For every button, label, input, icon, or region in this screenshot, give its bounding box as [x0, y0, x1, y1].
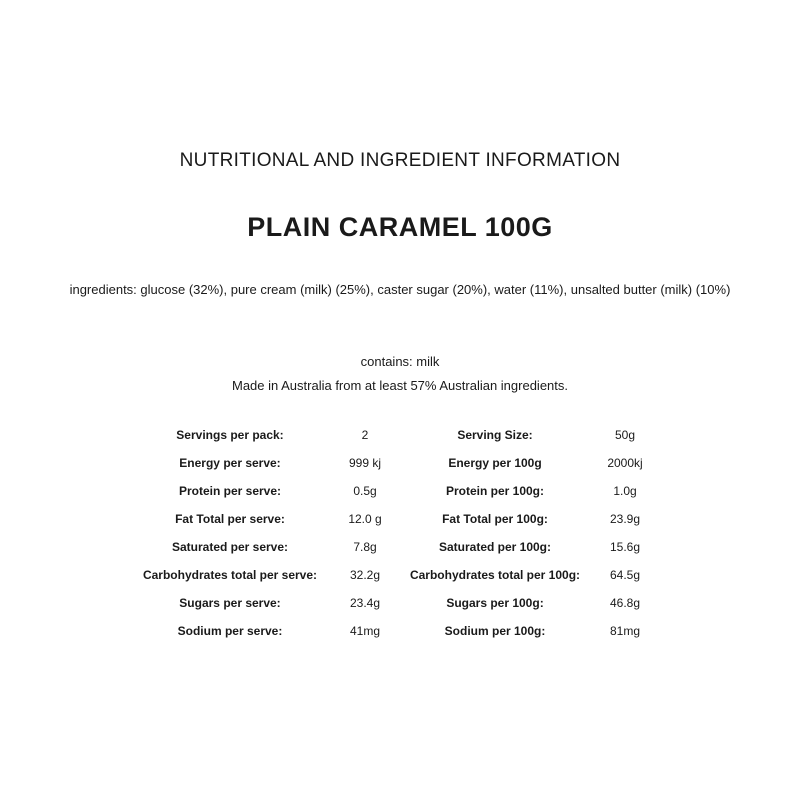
per100-value: 23.9g — [609, 512, 641, 526]
serve-label: Carbohydrates total per serve: — [142, 568, 318, 582]
per100-value: 2000kj — [607, 456, 643, 470]
per100-label: Fat Total per 100g: — [442, 512, 548, 526]
nutrition-table — [0, 421, 800, 645]
per100-value: 81mg — [609, 624, 641, 638]
per100-label: Carbohydrates total per 100g: — [409, 568, 581, 582]
serve-value: 32.2g — [349, 568, 381, 582]
per100-label: Protein per 100g: — [445, 484, 545, 498]
serve-label: Fat Total per serve: — [175, 512, 285, 526]
nutrition-row — [0, 505, 800, 533]
serve-label: Servings per pack: — [176, 428, 284, 442]
product-title: PLAIN CARAMEL 100G — [247, 212, 553, 242]
section-title: NUTRITIONAL AND INGREDIENT INFORMATION — [179, 150, 621, 171]
contains-text: contains: milk — [360, 354, 440, 369]
serve-label: Sugars per serve: — [179, 596, 281, 610]
per100-value: 15.6g — [609, 540, 641, 554]
serve-value: 999 kj — [348, 456, 382, 470]
ingredients-text: ingredients: glucose (32%), pure cream (milk) (25%), caster sugar (20%), water (11%), unsalted butter (milk) (10%) — [69, 282, 731, 297]
origin-text: Made in Australia from at least 57% Australian ingredients. — [231, 378, 568, 393]
nutrition-row — [0, 533, 800, 561]
per100-label: Serving Size: — [457, 428, 533, 442]
nutrition-row — [0, 421, 800, 449]
serve-value: 12.0 g — [348, 512, 382, 526]
per100-label: Sodium per 100g: — [444, 624, 546, 638]
serve-value: 2 — [361, 428, 369, 442]
nutrition-row — [0, 617, 800, 645]
nutrition-row — [0, 561, 800, 589]
per100-label: Energy per 100g — [448, 456, 542, 470]
per100-value: 64.5g — [609, 568, 641, 582]
nutrition-row — [0, 477, 800, 505]
per100-value: 46.8g — [609, 596, 641, 610]
serve-label: Energy per serve: — [179, 456, 281, 470]
nutrition-row — [0, 449, 800, 477]
serve-value: 41mg — [349, 624, 381, 638]
serve-label: Protein per serve: — [178, 484, 282, 498]
serve-label: Sodium per serve: — [177, 624, 283, 638]
serve-value: 23.4g — [349, 596, 381, 610]
per100-label: Saturated per 100g: — [438, 540, 552, 554]
serve-value: 7.8g — [353, 540, 377, 554]
per100-value: 50g — [614, 428, 636, 442]
serve-label: Saturated per serve: — [171, 540, 289, 554]
nutrition-row — [0, 589, 800, 617]
per100-value: 1.0g — [613, 484, 637, 498]
per100-label: Sugars per 100g: — [446, 596, 544, 610]
serve-value: 0.5g — [353, 484, 377, 498]
